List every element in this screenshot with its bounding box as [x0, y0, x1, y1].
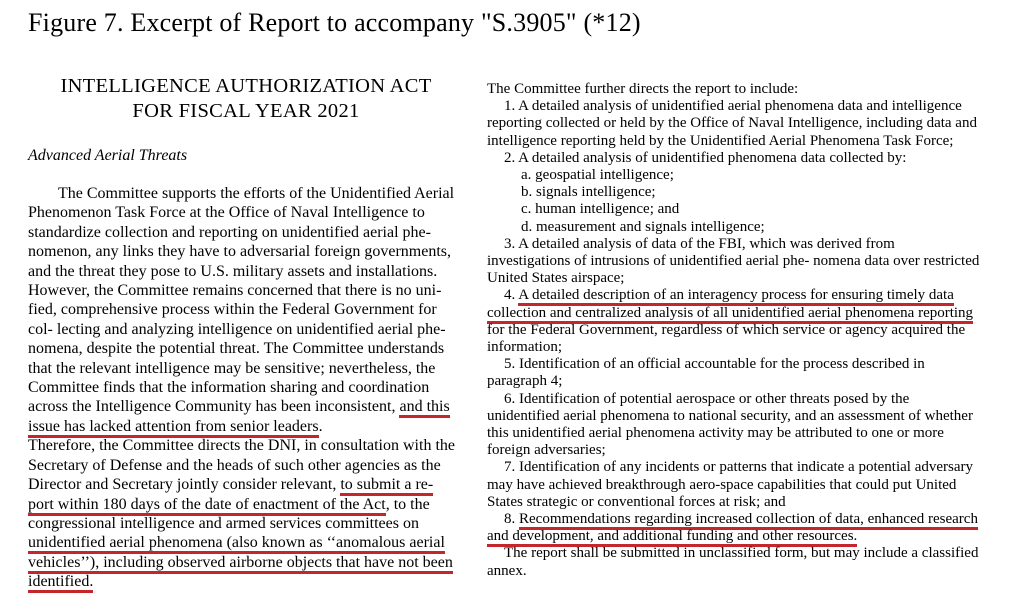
text-line — [487, 150, 1025, 167]
text-segment: The Committee further directs the report to include: — [487, 81, 799, 97]
text-segment: Committee finds that the information sharing and coordination — [28, 379, 430, 397]
text-line — [487, 391, 1025, 408]
text-line — [28, 572, 464, 591]
text-line — [28, 203, 464, 222]
text-line — [487, 425, 1025, 442]
text-line — [28, 495, 464, 514]
underlined-text: and development, and additional funding and other resources. — [487, 528, 857, 547]
text-line — [28, 242, 464, 261]
text-segment: investigations of intrusions of unidentified aerial phe- nomena data over restricted — [487, 253, 980, 270]
text-segment: fied, comprehensive process within the Federal Government for — [28, 301, 437, 319]
text-segment: across the Intelligence Community has been inconsistent, — [28, 398, 400, 416]
text-line — [487, 477, 1025, 494]
text-segment: Phenomenon Task Force at the Office of Naval Intelligence to — [28, 204, 425, 222]
text-segment: col- lecting and analyzing intelligence on unidentified aerial phe- — [28, 320, 446, 338]
text-line — [28, 475, 464, 494]
right-column — [487, 81, 1025, 580]
text-line — [487, 133, 1025, 150]
text-line — [487, 442, 1025, 459]
text-line — [487, 563, 1025, 580]
text-line — [28, 223, 464, 242]
text-line — [28, 300, 464, 319]
text-line — [28, 359, 464, 378]
text-line — [487, 511, 1025, 528]
text-segment: 7. Identification of any incidents or patterns that indicate a potential adversary — [504, 459, 973, 476]
underlined-text: issue has lacked attention from senior leaders — [28, 418, 319, 438]
text-segment: unidentified aerial phenomena to national security, and an assessment of whether — [487, 407, 973, 424]
text-line — [28, 533, 464, 552]
underlined-text: and this — [399, 398, 449, 418]
text-line — [28, 378, 464, 397]
text-line — [487, 219, 1025, 236]
text-line — [487, 528, 1025, 545]
text-line — [28, 281, 464, 300]
text-line — [487, 81, 1025, 98]
text-line — [487, 339, 1025, 356]
text-segment: information; — [487, 339, 562, 356]
text-segment: paragraph 4; — [487, 373, 563, 390]
text-segment: b. signals intelligence; — [521, 184, 656, 201]
text-segment: 6. Identification of potential aerospace or other threats posed by the — [504, 390, 910, 407]
underlined-text: port within 180 days of the date of enactment of the Act — [28, 496, 386, 516]
underlined-text: identified. — [28, 573, 93, 593]
text-line — [487, 373, 1025, 390]
text-segment: and the threat they pose to U.S. military assets and installations. — [28, 262, 438, 280]
text-line — [28, 397, 464, 416]
text-line — [487, 253, 1025, 270]
text-line — [487, 356, 1025, 373]
text-segment: 3. A detailed analysis of data of the FBI, which was derived from — [504, 235, 895, 252]
text-line — [28, 339, 464, 358]
text-segment: United States airspace; — [487, 270, 625, 287]
text-line — [487, 184, 1025, 201]
text-segment: standardize collection and reporting on unidentified aerial phe- — [28, 223, 431, 241]
underlined-text: collection and centralized analysis of all unidentified aerial phenomena reporting — [487, 305, 973, 324]
text-line — [28, 456, 464, 475]
text-line — [487, 305, 1025, 322]
underlined-text: vehicles’’), including observed airborne objects that have not been — [28, 554, 453, 574]
text-segment: States strategic or conventional forces at risk; and — [487, 493, 786, 510]
text-segment: c. human intelligence; and — [521, 201, 680, 218]
text-segment: d. measurement and signals intelligence; — [521, 218, 765, 235]
text-line — [28, 514, 464, 533]
text-line — [28, 262, 464, 281]
text-segment: Therefore, the Committee directs the DNI, in consultation with the — [28, 437, 455, 455]
text-line — [487, 287, 1025, 304]
act-heading — [28, 74, 464, 124]
text-segment: nomena, despite the potential threat. The Committee understands — [28, 340, 445, 358]
text-segment: 1. A detailed analysis of unidentified aerial phenomena data and intelligence — [504, 98, 962, 115]
text-segment: Director and Secretary jointly consider relevant, — [28, 476, 341, 494]
text-line — [487, 98, 1025, 115]
underlined-text: to submit a re- — [340, 476, 433, 496]
text-line — [28, 184, 464, 203]
text-segment: annex. — [487, 562, 527, 579]
text-line — [28, 417, 464, 436]
text-segment: for the Federal Government, regardless of which service or agency acquired the — [487, 321, 966, 338]
text-segment: a. geospatial intelligence; — [521, 167, 674, 184]
text-segment: However, the Committee remains concerned that there is no uni- — [28, 282, 442, 300]
text-line — [487, 167, 1025, 184]
act-heading-line1: INTELLIGENCE AUTHORIZATION ACT — [60, 75, 432, 97]
text-segment: 2. A detailed analysis of unidentified phenomena data collected by: — [504, 149, 907, 166]
text-segment: foreign adversaries; — [487, 442, 606, 459]
text-line — [28, 320, 464, 339]
text-segment: this unidentified aerial phenomena activity may be attributed to one or more — [487, 425, 944, 442]
underlined-text: A detailed description of an interagency process for ensuring timely data — [518, 287, 954, 306]
text-line — [487, 236, 1025, 253]
text-line — [487, 270, 1025, 287]
underlined-text: Recommendations regarding increased collection of data, enhanced research — [519, 511, 978, 530]
text-line — [28, 553, 464, 572]
underlined-text: unidentified aerial phenomena (also known as ‘‘anomalous aerial — [28, 534, 445, 554]
text-segment: , to the — [385, 495, 430, 513]
text-line — [487, 408, 1025, 425]
text-line — [487, 115, 1025, 132]
text-line — [487, 201, 1025, 218]
text-segment: may have achieved breakthrough aero-space capabilities that could put United — [487, 476, 957, 493]
figure-title: Figure 7. Excerpt of Report to accompany "S.3905" (*12) — [28, 8, 641, 37]
text-line — [487, 459, 1025, 476]
text-segment: congressional intelligence and armed services committees on — [28, 514, 419, 532]
text-line — [487, 545, 1025, 562]
text-segment: . — [318, 417, 323, 435]
text-segment: The Committee supports the efforts of the Unidentified Aerial — [58, 185, 455, 202]
text-segment: The report shall be submitted in unclassified form, but may include a classified — [504, 545, 979, 562]
text-segment: 8. — [504, 511, 519, 528]
text-line — [487, 494, 1025, 511]
text-segment: that the relevant intelligence may be sensitive; nevertheless, the — [28, 359, 436, 377]
text-line — [28, 436, 464, 455]
text-segment: intelligence reporting held by the Unidentified Aerial Phenomena Task Force; — [487, 132, 954, 149]
text-segment: reporting collected or held by the Office of Naval Intelligence, including data and — [487, 115, 977, 132]
text-segment: nomenon, any links they have to adversarial foreign governments, — [28, 243, 451, 261]
text-line — [487, 322, 1025, 339]
act-heading-line2: FOR FISCAL YEAR 2021 — [132, 100, 360, 122]
left-column — [28, 74, 464, 592]
text-segment: 5. Identification of an official accountable for the process described in — [504, 356, 925, 373]
left-column-body — [28, 184, 464, 592]
text-segment: 4. — [504, 287, 519, 304]
section-subheading: Advanced Aerial Threats — [28, 147, 188, 164]
text-segment: Secretary of Defense and the heads of such other agencies as the — [28, 456, 441, 474]
